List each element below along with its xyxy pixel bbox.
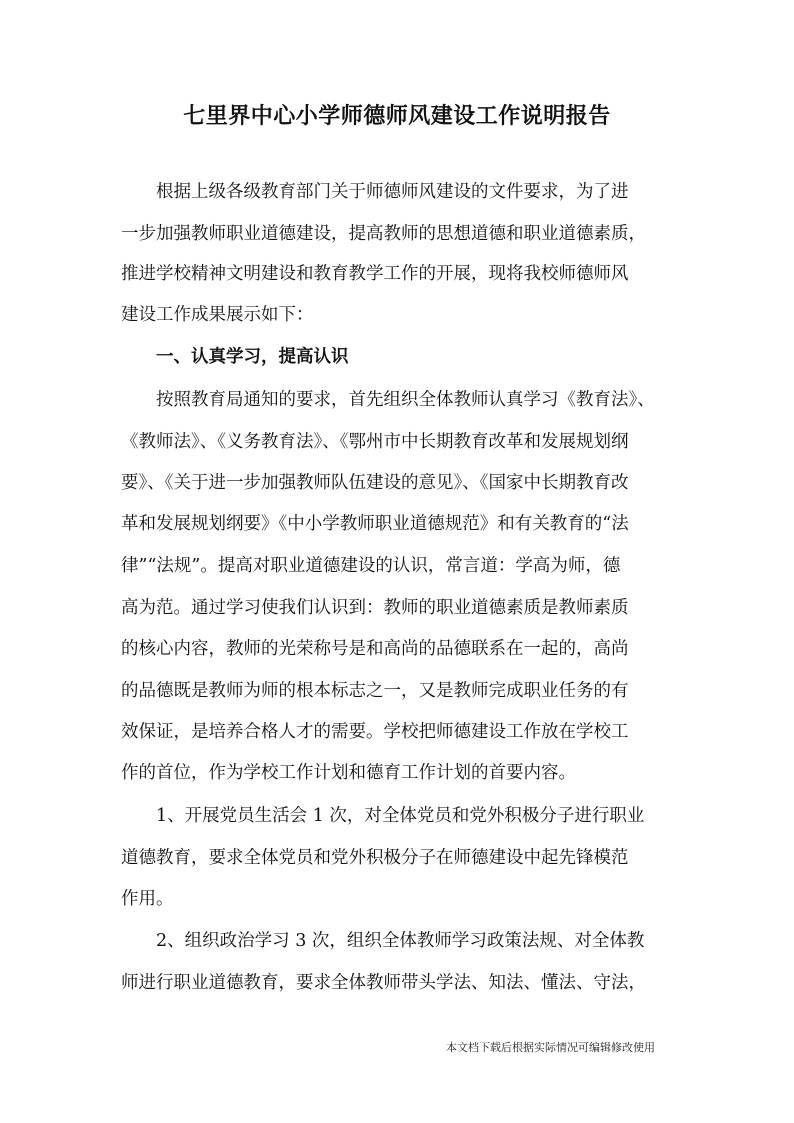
paragraph-line: 高为范。通过学习使我们认识到：教师的职业道德素质是教师素质	[121, 598, 629, 618]
paragraph-line: 根据上级各级教育部门关于师德师风建设的文件要求，为了进	[156, 182, 629, 202]
list-item-line: 师进行职业道德教育，要求全体教师带头学法、知法、懂法、守法，	[121, 973, 646, 993]
list-item-line: 作用。	[121, 889, 174, 909]
list-item-line: 道德教育，要求全体党员和党外积极分子在师德建设中起先锋模范	[121, 848, 629, 868]
paragraph-line: 效保证，是培养合格人才的需要。学校把师德建设工作放在学校工	[121, 722, 629, 742]
document-title: 七里界中心小学师德师风建设工作说明报告	[183, 103, 611, 129]
paragraph-line: 律”“法规”。提高对职业道德建设的认识，常言道：学高为师，德	[121, 556, 621, 576]
list-item-line: 2、组织政治学习 3 次，组织全体教师学习政策法规、对全体教	[156, 931, 645, 951]
paragraph-line: 按照教育局通知的要求，首先组织全体教师认真学习《教育法》、	[156, 390, 655, 410]
paragraph-line: 的品德既是教师为师的根本标志之一，又是教师完成职业任务的有	[121, 681, 629, 701]
paragraph-line: 要》、《关于进一步加强教师队伍建设的意见》、《国家中长期教育改	[121, 473, 629, 493]
paragraph-line: 一步加强教师职业道德建设，提高教师的思想道德和职业道德素质，	[121, 224, 646, 244]
paragraph-line: 《教师法》、《义务教育法》、《鄂州市中长期教育改革和发展规划纲	[121, 432, 629, 452]
paragraph-line: 的核心内容，教师的光荣称号是和高尚的品德联系在一起的，高尚	[121, 639, 629, 659]
footer-note: 本文档下载后根据实际情况可编辑修改使用	[446, 1041, 655, 1054]
section-heading: 一、认真学习，提高认识	[156, 347, 349, 367]
paragraph-line: 建设工作成果展示如下：	[121, 305, 314, 325]
paragraph-line: 推进学校精神文明建设和教育教学工作的开展，现将我校师德师风	[121, 264, 629, 284]
paragraph-line: 作的首位，作为学校工作计划和德育工作计划的首要内容。	[121, 763, 576, 783]
list-item-line: 1、开展党员生活会 1 次，对全体党员和党外积极分子进行职业	[156, 806, 645, 826]
paragraph-line: 革和发展规划纲要》《中小学教师职业道德规范》和有关教育的“法	[121, 514, 629, 534]
